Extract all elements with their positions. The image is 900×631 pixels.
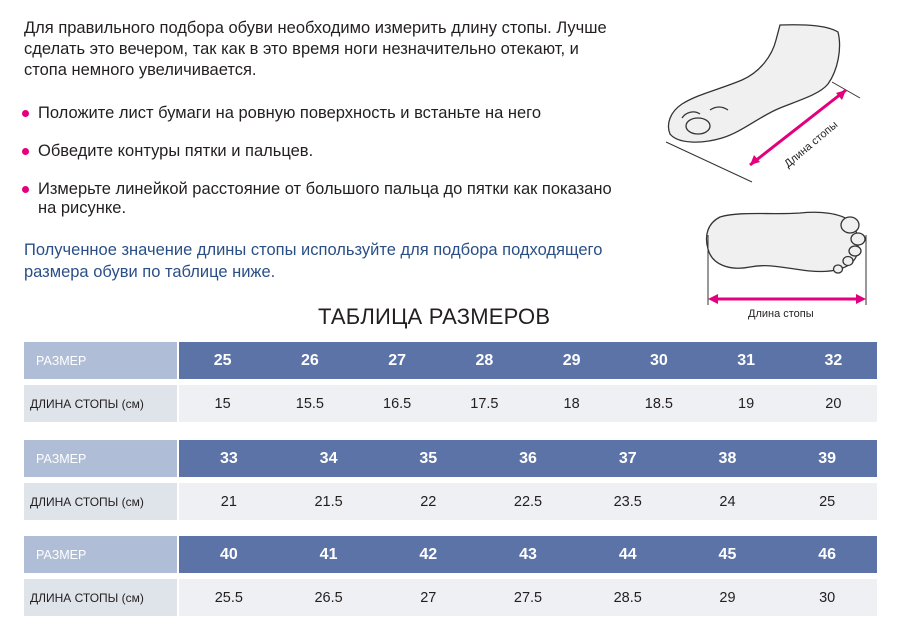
length-cell: 30 [819,589,836,606]
size-cell: 38 [718,449,737,467]
foot-sole-illustration [700,205,875,310]
bullet-icon [22,186,29,193]
size-row [24,536,877,573]
instruction-item [22,180,622,218]
length-cell: 27 [420,589,437,606]
bullet-icon [22,148,29,155]
size-cell: 46 [818,545,837,563]
instruction-item [22,104,622,123]
length-cell: 24 [719,493,736,510]
length-cell: 23.5 [613,493,642,510]
length-cell: 25.5 [214,589,243,606]
length-row [24,483,877,520]
size-cell: 44 [618,545,637,563]
size-row-label: РАЗМЕР [24,440,177,477]
length-row [24,385,877,422]
length-row [24,579,877,616]
size-cell: 40 [219,545,238,563]
size-cell: 29 [562,351,581,369]
length-cell: 16.5 [383,395,412,412]
size-cells [179,342,877,379]
length-cells [179,579,877,616]
length-cell: 29 [719,589,736,606]
length-cell: 22 [420,493,437,510]
size-row-label: РАЗМЕР [24,536,177,573]
size-cell: 27 [388,351,407,369]
size-cell: 31 [737,351,756,369]
instruction-item [22,142,622,161]
size-row-label: РАЗМЕР [24,342,177,379]
instruction-text: Обведите контуры пятки и пальцев. [38,142,314,160]
length-cell: 25 [819,493,836,510]
size-cell: 39 [818,449,837,467]
foot-sole-shape [707,212,859,271]
bullet-icon [22,110,29,117]
size-row [24,342,877,379]
length-cell: 17.5 [470,395,499,412]
intro-text: Для правильного подбора обуви необходимо измерить длину стопы. Лучше сделать это вечером, так как в это время ноги незначительно отекают, и стопа немного увеличивается. [24,19,607,79]
length-row-label: ДЛИНА СТОПЫ (см) [24,385,177,422]
length-cell: 20 [825,395,842,412]
size-cell: 41 [319,545,338,563]
instruction-text: Измерьте линейкой расстояние от большого пальца до пятки как показано на рисунке. [38,180,612,217]
size-cell: 25 [213,351,232,369]
size-cell: 37 [618,449,637,467]
size-cell: 42 [419,545,438,563]
foot-sole-length-label: Длина стопы [748,308,814,320]
length-row-label: ДЛИНА СТОПЫ (см) [24,483,177,520]
usage-note: Полученное значение длины стопы используйте для подбора подходящего размера обуви по таблице ниже. [24,241,603,281]
size-cells [179,536,877,573]
foot-side-length-label: Длина стопы [782,118,841,171]
length-cell: 21.5 [314,493,343,510]
length-cell: 15 [214,395,231,412]
size-cell: 35 [419,449,438,467]
size-cell: 45 [718,545,737,563]
size-cell: 33 [219,449,238,467]
size-cell: 26 [300,351,319,369]
table-title: ТАБЛИЦА РАЗМЕРОВ [318,304,551,329]
size-cell: 28 [475,351,494,369]
length-cell: 21 [220,493,237,510]
size-cell: 30 [649,351,668,369]
size-cells [179,440,877,477]
size-cell: 43 [519,545,537,563]
length-cells [179,483,877,520]
size-row [24,440,877,477]
length-cell: 18 [563,395,580,412]
size-cell: 34 [319,449,338,467]
length-cell: 19 [738,395,755,412]
size-cell: 32 [824,351,843,369]
big-toe-shape [686,118,710,134]
length-cell: 22.5 [513,493,543,510]
length-cell: 27.5 [513,589,543,606]
length-row-label: ДЛИНА СТОПЫ (см) [24,579,177,616]
instruction-list [22,104,622,237]
foot-side-illustration [660,20,890,190]
size-cell: 36 [519,449,537,467]
instruction-text: Положите лист бумаги на ровную поверхность и встаньте на него [38,104,542,122]
length-cell: 15.5 [295,395,324,412]
length-cells [179,385,877,422]
length-cell: 26.5 [314,589,343,606]
length-cell: 28.5 [613,589,642,606]
length-cell: 18.5 [644,395,673,412]
